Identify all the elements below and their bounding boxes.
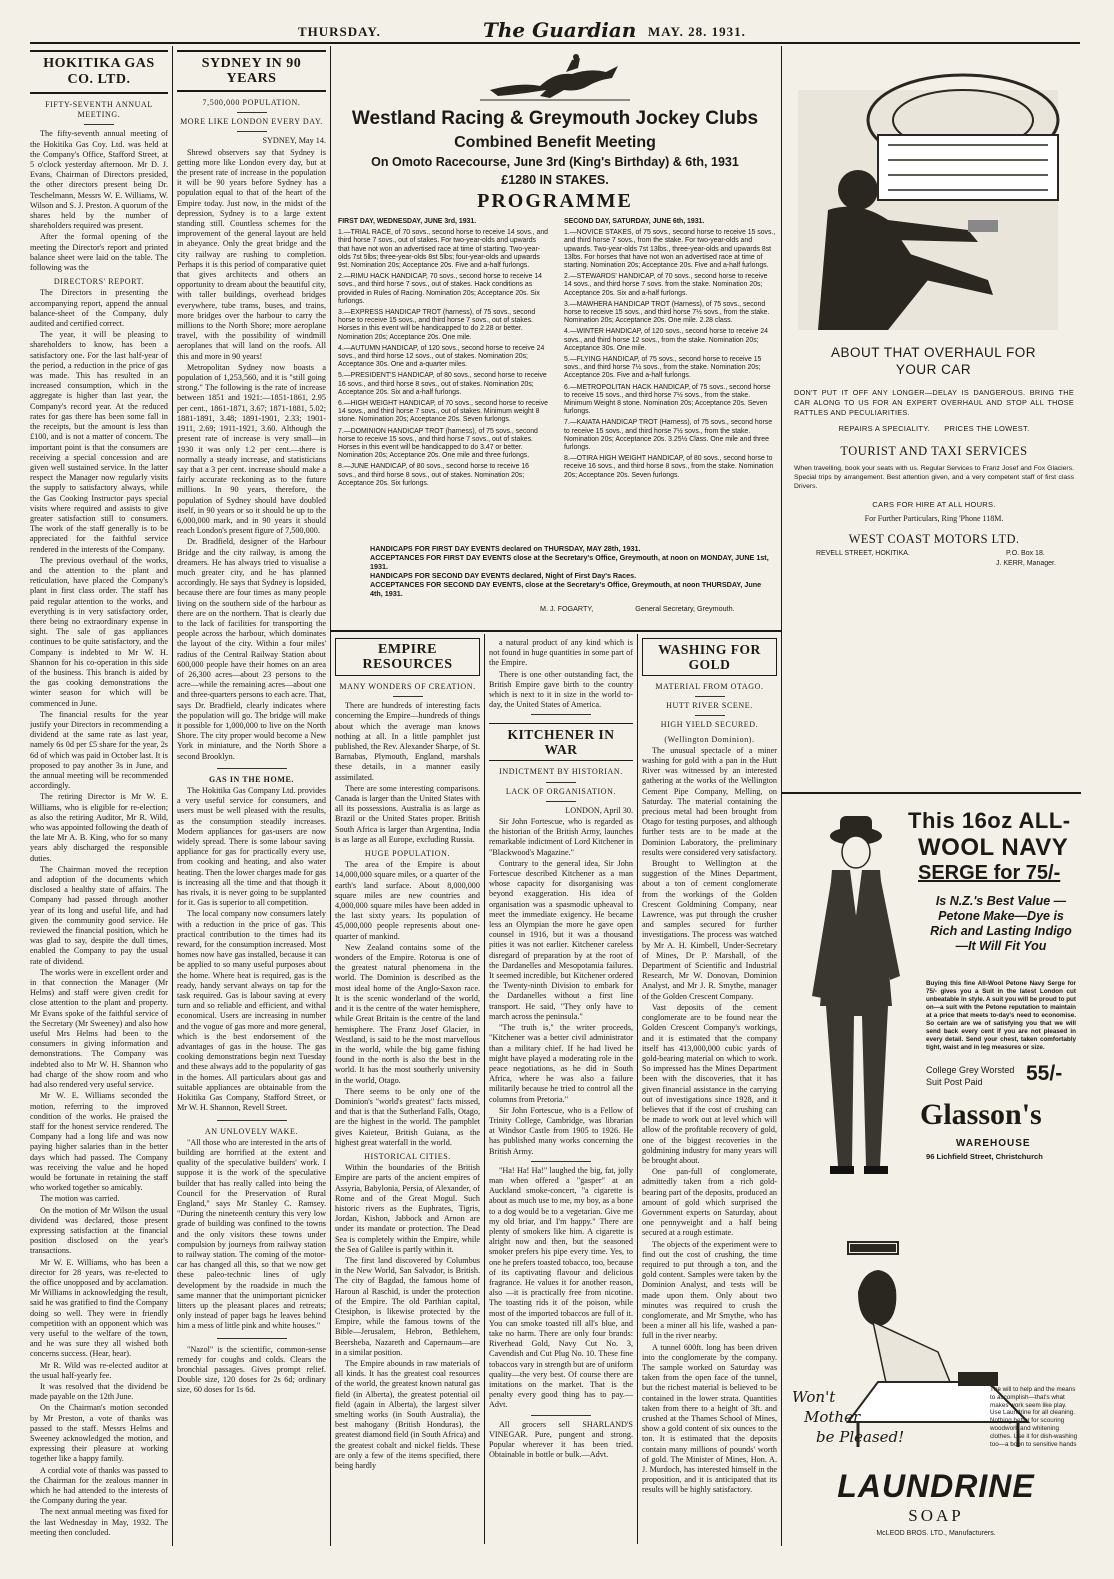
gas-paragraph: The financial results for the year justify your Directors in recommending a dividend at the same rate as last year, namely 6s 0d per £5 share for the year, 2s 6d of which was paid in October last. It is proposed to pay another 3s in June, and the annual meeting will be recommended accordingly. — [30, 709, 168, 791]
empire-paragraph: There seems to be only one of the Dominion's "world's greatest" facts missed, and that is that the Sutherland Falls, Otago, are the highest in the world. The pamphlet gives Kaieteur, British Guiana, as the highest great waterfall in the world. — [335, 1086, 480, 1147]
motors-text: When travelling, book your seats with us. Regular Services to Franz Josef and Fox Glaciers. Special trips by arrangement. Best attention given, and a very competent staff of first class Drivers. — [794, 465, 1074, 490]
gold-paragraph: Brought to Wellington at the suggestion of the Mines Department, about a ton of cement conglomerate from the workings of the Golden Crescent Goldmining Company, near Lawrence, was put through the crusher and samples secured for further investigations. The process was watched by Mr A. H. Kimbell, Under-Secretary of Mines, Dr P. Marshall, of the Department of Scientific and Industrial Research, Mr W. Donovan, Dominion Analyst, and Mr J. R. Smythe, manager of the Golden Crescent Company. — [642, 859, 777, 1001]
racing-signature — [370, 604, 770, 613]
gold-paragraph: Vast deposits of the cement conglomerate are to be found near the Golden Crescent Company's workings, and it is estimated that the company itself has 413,000,000 cubic yards of gold-bearing material on which to work. So impressed has the Mines Department been with the discoveries, that it has given financial assistance in the carrying out of investigations since 1928, and it believes that if the cost of crushing can be made to work out at level which will allow of the profitable recovery of gold, one of the biggest recoveries in the goldmining industry for many years will be brought about. — [642, 1002, 777, 1165]
glasson-price: 55/- — [1026, 1062, 1063, 1085]
motors-phone: For Further Particulars, Ring 'Phone 118M. — [864, 514, 1004, 523]
gold-article — [642, 638, 777, 1544]
nazol-advert: "Nazol" is the scientific, common-sense remedy for coughs and colds. Clears the bronchial passages. Gives prompt relief. Double size, 120 doses for 2s 6d; ordinary size, 60 doses for 1s 6d. — [177, 1344, 326, 1395]
divider — [237, 131, 267, 132]
column-rule — [781, 46, 782, 1546]
kitchener-paragraph: Contrary to the general idea, Sir John Fortescue described Kitchener as a man whose capacity for disorganising was beyond exaggeration. His idea of organisation was a spasmodic upheaval to meet the immediate exigency. He became less an Olympian the more he gave open counsel in 1916, but it was a thousand pities it was not earlier. Kitchener careless disregard of preparation by at the root of the Dardanelles and Mesopotamia failures. It seemed incredible, but Kitchener ordered the Twenty-ninth Division to embark for the Dardanelles without a first line transport. He said, "They only have to march across the peninsula." — [489, 858, 633, 1021]
laundrine-maker: McLEOD BROS. LTD., Manufacturers. — [876, 1530, 996, 1537]
race-event: 3.—EXPRESS HANDICAP TROT (harness), of 75 sovs., second horse to receive 15 sovs., and third horse 7 sovs., out of stakes. Horses in this event will be handicapped to do 2.28 or better. Nomination 20s; Acceptance 20s. One mile. — [338, 309, 536, 341]
wake-head: AN UNLOVELY WAKE. — [204, 1126, 299, 1136]
race-event: 2.—STEWARDS' HANDICAP, of 70 sovs., second horse to receive 14 sovs., and third horse 7 sovs. from the stake. Nomination 20s; Acceptance 20s. Six and a-half furlongs. — [564, 273, 768, 297]
gas-home-paragraph: The Hokitika Gas Company Ltd. provides a very useful service for consumers, and users must be well pleased with the results, as the consumption steadily increases. Modern appliances for gas-users are now widely spread. There is some labour saving appliance for gas for practically every use, from cooking and heating, and also water heating. Then the lower charges made for gas is increasing all the time and that though it has rivals, it is never going to be supplanted for it. Gas is superior to all competition. — [177, 786, 326, 908]
kitchener-paragraph: Sir John Fortescue, who is regarded as the historian of the British Army, launches remarkable indictment of Lord Kitchener in "Blackwood's Magazine." — [489, 817, 633, 857]
gold-paragraph: One pan-full of conglomerate, admittedly taken from a rich gold-bearing part of the deposits, produced an amount of gold which surprised the Government experts on Saturday, about one pennyweight and a half being secured at a rough estimate. — [642, 1167, 777, 1238]
motors-company: WEST COAST MOTORS LTD. — [848, 532, 1020, 546]
laundrine-script: be Pleased! — [816, 1428, 905, 1446]
kitchener-headline: KITCHENER IN WAR — [507, 727, 615, 758]
divider — [217, 1120, 287, 1121]
motors-text: DON'T PUT IT OFF ANY LONGER—DELAY IS DANGEROUS. BRING THE CAR ALONG TO US FOR AN EXPERT OVERHAUL AND STOP ALL THOSE RATTLES AND PECULIARITIES. — [794, 388, 1074, 417]
gold-subhead: MATERIAL FROM OTAGO. — [655, 682, 764, 691]
gas-report-head: DIRECTORS' REPORT. — [53, 277, 145, 287]
gas-paragraph: Mr W. E. Williams seconded the motion, referring to the improved condition of the works. He praised the staff for the honest service rendered. The Company had a long life and was now paying higher salaries than in the better days which had passed. The Company was receiving the value and he hoped would be fortunate in retaining the staff who worked together so amicably. — [30, 1091, 168, 1193]
sydney-subhead: 7,500,000 POPULATION. — [202, 98, 301, 107]
section-rule — [330, 630, 781, 632]
gas-paragraph: The previous overhaul of the works, and the attention to the plant and reticulation, have placed the Company's plant in first class order. The staff has paid regular attention to the works, and everything is in very satisfactory order, there being no extraordinary expense in sight. The sale of gas appliances continues to be quite satisfactory, and the Company is indebted to Mr W. H. Shannon for his co-operation in this side of the business. This branch is aided by the gas cooking demonstrations the winter season for which will be commenced in June. — [30, 555, 168, 708]
glasson-suit-offer: College Grey Worsted Suit Post Paid — [926, 1065, 1015, 1087]
divider — [237, 112, 267, 113]
race-event: 4.—AUTUMN HANDICAP, of 120 sovs., second horse to receive 24 sovs., and third horse 12 sovs., out of stakes. Nomination 20s; Acceptance 30s. One and a-quarter miles. — [338, 344, 545, 369]
divider — [84, 124, 114, 125]
glasson-warehouse: WAREHOUSE — [956, 1138, 1031, 1149]
race-event: 6.—METROPOLITAN HACK HANDICAP, of 75 sovs., second horse to receive 15 sovs., and third horse 7½ sovs., from the stake. Minimum Weight 8 stone. Nomination 20s; Acceptance 20s. Seven furlongs. — [564, 383, 771, 416]
glasson-line2: WOOL NAVY — [918, 834, 1069, 861]
gas-paragraph: The motion was carried. — [40, 1194, 120, 1204]
race-event: 1.—TRIAL RACE, of 70 sovs., second horse to receive 14 sovs., and third horse 7 sovs., out of stakes. For two-year-olds and upwards that have not won an advertised race at time of starting. Two-year-olds 7st 5lbs; three-year-olds 8st 5lbs; four-year-olds and upwards 9st. Nomination 20s; Acceptance 20s. Five and a-half furlongs. — [338, 229, 549, 270]
racing-notice: HANDICAPS FOR SECOND DAY EVENTS declared, Night of First Day's Races. — [370, 571, 637, 580]
divider — [217, 768, 287, 769]
gas-home-head: GAS IN THE HOME. — [208, 774, 295, 784]
empire-section-head: HISTORICAL CITIES. — [364, 1151, 451, 1161]
wake-paragraph: "All those who are interested in the arts of building are horrified at the extent and quality of the speculative builders' work. I suppose it is the work of the speculative builder that has really called into being the Council for the Preservation of Rural England," says Mr Stanley C. Ramsey. "During the nineteenth century this very low grade of building was confined to the towns and the only visitors these towns under compulsion by journeys from railway station to railway station. The coming of the motor-car has changed all this, so that we now get these paleo-technic lines of ugly development by the roadside in much the same manner that the unimportant picnicker litters up the pleasant places and retreats; only instead of paper bags he leaves behind him a mess of little pink and white houses." — [177, 1137, 326, 1331]
divider — [695, 715, 725, 716]
laundrine-side-text: The will to help and the means to accomplish—that's what makes work seem like play. Use Laundrine for all cleaning. Nothing better for scouring woodwork and whitening clothes. Use it for dish-washing too—a boon to sensitive hands — [990, 1386, 1078, 1448]
kitchener-dateline: LONDON, April 30. — [565, 805, 633, 815]
sydney-paragraph: Dr. Bradfield, designer of the Harbour Bridge and the city railway, is among the dreamers. He has always tried to visualise a much greater city, and he has planned accordingly. He says that Sydney is lopsided, because there are four times as many people living on the southern side of the harbour as there are on the northern. That is clearly due to the lack of facilities for transporting the people across the harbour, which dominates the layout of the city. Within a four miles' radius of the Central Railway Station about 600,000 people have their homes on an area of 26,300 acres—about 23 persons to the acre—while the remaining acres—about one and three-quarters persons to each acre. That, says Dr. Bradfield, clearly indicates where the population will go. The bridge will make it possible for 1,000,000 to live on the North Shore. The city proper would become a New York in miniature, and the North Shore a second Brooklyn. — [177, 537, 326, 761]
gas-paragraph: It was resolved that the dividend be made payable on the 12th June. — [30, 1381, 168, 1402]
race-event: 4.—WINTER HANDICAP, of 120 sovs., second horse to receive 24 sovs., and third horse 12 sovs., from the stake. Nomination 20s; Acceptance 30s. One mile. — [564, 328, 768, 352]
race-event: 7.—KAIATA HANDICAP TROT (Harness), of 75 sovs., second horse to receive 15 sovs., and third horse 7½ sovs., from the stake. Nomination 20s; Acceptance 20s. 3.25½ Class. One mile and three furlongs. — [564, 419, 773, 452]
second-day-heading: SECOND DAY, SATURDAY, JUNE 6th, 1931. — [564, 218, 705, 225]
empire-paragraph: The first land discovered by Columbus in the New World, San Salvador, is British. The city of Bagdad, the famous home of Haroun al Raschid, is under the protection of the Empire. The old Parthian capital, Ctesiphon, is likewise protected by the Empire, while the famous towns of the Bible—Jerusalem, Hebron, Bethlehem, Beersheba, Nazareth and Capernaum—are in a similar position. — [335, 1255, 480, 1357]
glasson-line1: This 16oz ALL- — [908, 808, 1071, 833]
divider — [531, 714, 591, 715]
racing-clubs: Westland Racing & Greymouth Jockey Clubs — [351, 108, 759, 129]
kitchener-subhead: LACK OF ORGANISATION. — [505, 786, 617, 796]
motors-headline: ABOUT THAT OVERHAUL FOR YOUR CAR — [830, 345, 1037, 377]
race-event: 5.—FLYING HANDICAP, of 75 sovs., second horse to receive 15 sovs., and third horse 7½ sovs., from the stake. Nomination 20s; Acceptance 20s. Five and a-half furlongs. — [564, 356, 762, 380]
gas-paragraph: The year, it will be pleasing to shareholders to know, has been a satisfactory one. For the last half-year of the period, a reduction in the price of gas was made. This has resulted in an increased consumption, which in the aggregate is higher than last year, the Company's record year. At the reduced rates for gas there has been some fall in the receipts, but the amount is less than £100, and is not a matter of concern. The important point is that the consumers are receiving a special concession and are given well sustained service. In the latter respect the Manager now regularly visits the supply to satisfactory always, while the Gas Cooking Instructor pays special visits where required and assists to give greater satisfaction still to consumers. The work of the staff generally is to be appreciated for the faithful service rendered in the interests of the Company. — [30, 330, 168, 554]
motors-box: P.O. Box 18. — [1006, 550, 1045, 557]
glasson-tagline: Is N.Z.'s Best Value —Petone Make—Dye is Rich and Lasting Indigo—It Will Fit You — [930, 894, 1072, 953]
glasson-advert — [786, 798, 1081, 1228]
masthead-date: MAY. 28. 1931. — [648, 24, 746, 39]
masthead-rule — [30, 42, 1080, 44]
racing-venue: On Omoto Racecourse, June 3rd (King's Birthday) & 6th, 1931 — [371, 155, 739, 169]
secretary-title: General Secretary, Greymouth. — [635, 604, 735, 613]
race-event: 2.—RIMU HACK HANDICAP, 70 sovs., second horse to receive 14 sovs., and third horse 7 sovs., out of stakes. Hack conditions as provided in Rules of Racing. Nomination 20s; Acceptance 20s. Six furlongs. — [338, 273, 542, 305]
racing-advert — [330, 50, 780, 627]
race-event: 3.—MAWHERA HANDICAP TROT (Harness), of 75 sovs., second horse to receive 15 sovs., and third horse 7½ sovs., from the stake. Nomination 20s; Acceptance 20s. One mile. 2.28 class. — [564, 300, 770, 325]
motors-address: REVELL STREET, HOKITIKA. — [816, 550, 910, 557]
man-in-suit-illustration — [788, 806, 918, 1186]
laundrine-script: Won't — [792, 1388, 836, 1406]
sydney-paragraph: Metropolitan Sydney now boasts a population of 1,253,560, and it is "still going strong." The following is the rate of increase between 1851 and 1921:—1851-1861, 2.95 per cent., 1861-1871, 3.67; 1871-1881, 5.02; 1881-1891, 3.48; 1891-1901, 2.33; 1901-1911, 2.69; 1911-1921, 3.60. Although the present rate of increase is very small—in 1930 it was only 1.2 per cent.—there is normally a steady increase, and statisticians say that a 3 per cent. increase should make a fairly accurate reckoning as to the future millions. In 90 years, therefore, the population of Sydney should have doubled itself, in 90 years or so it should be up to the 6,000,000 mark, and in 90 years it should reach London's present figure of 7,500,000. — [177, 362, 326, 536]
divider — [531, 1161, 591, 1162]
empire-paragraph: Within the boundaries of the British Empire are parts of the ancient empires of Assyria, Babylonia, Persia, of Alexander, of Rome and of the Great Mogul. Such historic rivers as the Euphrates, Tigris, Jordan, Kishon, Jabbock and Arnon are under its mandate or protection. The Dead Sea is completely within the Empire, while the Sea of Galilee is partly within it. — [335, 1163, 480, 1254]
racing-meeting: Combined Benefit Meeting — [454, 134, 656, 151]
empire-paragraph: a natural product of any kind which is not found in huge quantities in some part of the Empire. — [489, 638, 633, 668]
divider — [546, 801, 576, 802]
race-event: 6.—HIGH WEIGHT HANDICAP, of 70 sovs., second horse to receive 14 sovs., and third horse 7 sovs., out of stakes. Minimum weight 8 stone. Nomination 20s; Acceptance 20s. Seven furlongs. — [338, 400, 548, 424]
empire-subhead: MANY WONDERS OF CREATION. — [339, 682, 476, 691]
gold-source: (Wellington Dominion). — [664, 734, 755, 744]
empire-headline: EMPIRE RESOURCES — [362, 642, 453, 672]
secretary-name: M. J. FOGARTY, — [540, 604, 594, 613]
sydney-paragraph: Shrewd observers say that Sydney is getting more like London every day, but at the present rate of increase in the population it will be 90 years before Sydney has a population equal to that of the heart of the Empire today. Just now, in the midst of the depression, Sydney is to a large extent standing still. Countless schemes for the improvement of the general layout are held in abeyance. Only the great bridge and the city railway are rushing to completion. Perhaps it is this period of comparative quiet that gives architects and others an opportunity to dream about the beautiful city, with taller buildings, overhead bridges everywhere, tube trams, buses, and trains, more bridges over the harbour to carry the millions to the North Shore; more aeroplane travel, with the possibility of windmill aeroplanes that will land on the roofs. All this and more in 90 years! — [177, 147, 326, 361]
racing-notices — [370, 544, 770, 613]
first-day-events — [338, 229, 548, 488]
gas-paragraph: After the formal opening of the meeting the Director's report and printed balance sheet were laid on the table. The following was the — [30, 232, 168, 273]
racing-programme: PROGRAMME — [477, 190, 633, 212]
column-rule — [637, 634, 638, 1544]
racing-notice: HANDICAPS FOR FIRST DAY EVENTS declared on THURSDAY, MAY 28th, 1931. — [370, 544, 641, 553]
column-rule — [172, 46, 173, 1546]
gas-company-article — [30, 50, 168, 1540]
gas-paragraph: The next annual meeting was fixed for the last Wednesday in May, 1932. The meeting then concluded. — [30, 1507, 168, 1537]
divider — [695, 696, 725, 697]
race-event: 1.—NOVICE STAKES, of 75 sovs., second horse to receive 15 sovs., and third horse 7 sovs., from the stake. For two-year-olds and upwards. Two-year-olds 7st 13lbs., three-year-olds and upwards 8st 13lbs. For horses that have not won an advertised race at time of starting. Nomination 20s; Acceptance 20s. Five and a-half furlongs. — [564, 229, 776, 270]
race-event: 5.—PRESIDENT'S HANDICAP, of 80 sovs., second horse to receive 16 sovs., and third horse 8 sovs., out of stakes. Nomination 20s; Acceptance 20s. Six and a-half furlongs. — [338, 372, 547, 396]
gold-paragraph: A tunnel 600ft. long has been driven into the conglomerate by the company. The sample worked on Saturday was taken from the open face of the tunnel, but the richest material is believed to be contained in the lower strata. Quantities taken from there to a height of 3ft. and crushed at the Thames School of Mines, show a gold content of six ounces to the ton. It is estimated that the deposits contain many millions of pounds' worth of gold. The Minister of Mines, Hon. A. J. Murdoch, has interested himself in the proposition, and it is anticipated that its results will be highly satisfactory. — [642, 1342, 777, 1495]
sydney-headline: SYDNEY IN 90 YEARS — [201, 56, 302, 86]
gas-headline: HOKITIKA GAS CO. LTD. — [43, 56, 155, 87]
kitchener-paragraph: "The truth is," the writer proceeds, "Kitchener was a better civil administrator than a military chief. If he had lived he might have played a moderating role in the peace negotiations, as he did in South Africa, where he was also a failure militarily because he tried to control all the columns from Pretoria." — [489, 1023, 633, 1104]
first-day-heading: FIRST DAY, WEDNESDAY, JUNE 3rd, 1931. — [338, 218, 477, 225]
kitchener-paragraph: Sir John Fortescue, who is a Fellow of Trinity College, Cambridge, was librarian at Windsor Castle from 1905 to 1926. He has published many works concerning the British Army. — [489, 1105, 633, 1156]
laundrine-script: Mother — [804, 1408, 861, 1426]
gold-subhead: HUTT RIVER SCENE. — [666, 701, 753, 711]
motors-services: TOURIST AND TAXI SERVICES — [840, 444, 1028, 458]
glasson-body: Buying this fine All-Wool Petone Navy Serge for 75/- gives you a Suit in the latest London cut unbeatable in style. A suit you will be proud to put on—a suit with the Petone reputation to maintain at a price that meets to-day's need to economise. So certain are we of satisfying you that we will send back every cent if you are not pleased in every detail. Send your chest, taken comfortably tight, waist and in leg measures or size. — [926, 980, 1076, 1051]
first-day-programme — [338, 218, 548, 491]
kitchener-headline-box — [489, 723, 633, 761]
divider — [393, 696, 423, 697]
second-day-programme — [564, 218, 776, 483]
empire-section-head: HUGE POPULATION. — [364, 849, 451, 859]
racing-notice: ACCEPTANCES FOR SECOND DAY EVENTS, close at the Secretary's Office, Greymouth, at noon THURSDAY, June 4th, 1931. — [370, 580, 762, 598]
gas-paragraph: A cordial vote of thanks was passed to the Chairman for the zealous manner in which he had attended to the interests of the Company during the year. — [30, 1465, 168, 1506]
race-event: 8.—JUNE HANDICAP, of 80 sovs., second horse to receive 16 sovs., and third horse 8 sovs., out of stakes. Nomination 20s; Acceptance 20s. Six furlongs. — [338, 463, 529, 487]
empire-paragraph: The Empire abounds in raw materials of all kinds. It has the greatest coal resources of the world, the greatest known natural gas field (in Alberta), the greatest potential oil field (again in Alberta), the largest silver smelting works (in South Australia), the best mahogany (British Honduras), the greatest diamond field (in South Africa) and the greatest cobalt and nickel fields. These are only a few of the items specified, there being hardly — [335, 1359, 480, 1471]
masthead — [0, 0, 1114, 42]
tobacco-advert: "Ha! Ha! Ha!" laughed the big, fat, jolly man when offered a "gasper" at an Auckland smoke-concert, "a cigarette is about as much use to me, my boy, as a bone to a dog would be to a vegetarian. Give me my old briar, and I'm happy." There are plenty of smokers like him. A cigarette is alright now and then, but the seasoned smoker prefers his pipe every time. Yes, to one he prefers toasted tobacco, too, because of its captivating flavour and delicious fragrance. He values it for another reason, also —it is practically free from nicotine. The toasting rids it of the poison, while most of the imported tobaccos are full of it. You can smoke toasted till all's blue, and take no harm. There are only four brands: Riverhead Gold, Navy Cut No. 3, Cavendish and Cut Plug No. 10. These fine tobaccos vary in strength but are of uniform quality—the very best. Of course there are imitations on the market. That is the penalty every good thing has to pay.—Advt. — [489, 1165, 633, 1410]
gas-paragraph: On the Chairman's motion seconded by Mr Preston, a vote of thanks was passed to the staff. Messrs Helms and Sweeney acknowledged the motion, and expressing their pleasure at working together like a happy family. — [30, 1403, 168, 1464]
sydney-subhead: MORE LIKE LONDON EVERY DAY. — [180, 117, 323, 127]
glasson-address: 96 Lichfield Street, Christchurch — [926, 1152, 1043, 1161]
divider — [546, 782, 576, 783]
motors-manager: J. KERR, Manager. — [996, 560, 1056, 567]
gold-paragraph: The unusual spectacle of a miner washing for gold with a pan in the Hutt River was witnessed by an interested gathering at the works of the Wellington Cement Pipe Company, Melling, on Saturday. The material containing the precious metal had been brought from Otago for testing purposes, and although further tests are to be made at the Dominion Laboratory, the preliminary results were considered very satisfactory. — [642, 745, 777, 857]
empire-paragraph: New Zealand contains some of the wonders of the Empire. Rotorua is one of the greatest natural phenomena in the world. The Dominion is described as the most ideal home of the Anglo-Saxon race. It is the scenic wonderland of the world, and it is the centre of the water hemisphere, while Great Britain is the centre of the land hemisphere. The Franz Josef Glacier, in Westland, is said to be the most marvellous in the world, while the big game fishing found in the north is also the best in the world. It has the most southerly university in the world, Otago. — [335, 942, 480, 1085]
gold-headline-box — [642, 638, 777, 676]
gas-paragraph: Mr R. Wild was re-elected auditor at the usual half-yearly fee. — [30, 1360, 168, 1380]
kitchener-subhead: INDICTMENT BY HISTORIAN. — [499, 767, 623, 777]
racing-stakes: £1280 IN STAKES. — [501, 173, 609, 187]
sydney-headline-box — [177, 50, 326, 92]
gold-subhead: HIGH YIELD SECURED. — [660, 720, 759, 730]
empire-paragraph: There is one other outstanding fact, the British Empire gave birth to the country which is next to it in size in the world to-day, the United States of America. — [489, 669, 633, 710]
second-day-events — [564, 229, 776, 480]
gas-paragraph: Mr W. E. Williams, who has been a director for 28 years, was re-elected to the office unopposed and by acclamation. Mr Williams in acknowledging the result, said he was gratified to find the Company doing so well. They were in friendly competition with an opponent which was very useful to the welfare of the town, and he was sure they all wished both concerns success. (Hear, hear). — [30, 1257, 168, 1359]
gas-home-paragraph: The local company now consumers lately with a reduction in the price of gas. This practical contribution to the times had its reward, for the consumption increased. Most homes now have gas installed, because it can be applied to so many useful purposes about the home. Where heat is required, gas is the ready, handy servant always on tap for the task required. Gas is labour saving at every turn and so reliable and efficient, and withal economical. Users are increasing in number and the vogue of gas more and more general, which is the best endorsement of the advantages of gas in the house. The gas cooking demonstrations begin next Tuesday and these always add to the popularity of gas in the homes. All particulars about gas and suitable appliances are obtainable from the Hokitika Gas Company, Stafford Street, or Mr W. H. Shannon, Revell Street. — [177, 909, 326, 1113]
laundrine-brand: LAUNDRINE — [837, 1468, 1035, 1504]
divider — [217, 1338, 287, 1339]
gas-paragraph: The fifty-seventh annual meeting of the Hokitika Gas Coy. Ltd. was held at the Company's Office, Stafford Street, at 5 o'clock yesterday afternoon. Mr D. J. Evans, Chairman of Directors presided, the other directors present being Dr. Teschelmann, Messrs W. E. Williams, W. Wilson and S. J. Preston. A quorum of the shares held by the number of shareholders required was present. — [30, 129, 168, 231]
gas-paragraph: The Directors in presenting the accompanying report, append the annual balance-sheet of the Company, duly audited and certified correct. — [30, 288, 168, 329]
laundrine-soap: SOAP — [908, 1506, 964, 1525]
sydney-article — [177, 50, 326, 1540]
sydney-dateline: SYDNEY, May 14. — [262, 136, 326, 146]
glasson-line3: SERGE for 75/- — [918, 862, 1061, 884]
motor-mechanic-illustration — [788, 50, 1078, 350]
gas-paragraph: The Chairman moved the reception and adoption of the documents which disclosed a healthy state of affairs. The Company had passed through another year of its long and useful life, and had given the community good service. He reviewed the financial position, which he was glad to say, despite the dull times, enabled the Company to pay the usual rate of dividend. — [30, 864, 168, 966]
empire-paragraph: The area of the Empire is about 14,000,000 square miles, or a quarter of the earth's land surface. About 8,000,000 square miles are new countries and 4,000,000 square miles have been added in the last sixty years. Its population of 45,000,000 people represents about one-quarter of mankind. — [335, 860, 480, 941]
gas-paragraph: On the motion of Mr Wilson the usual dividend was declared, those present expressing satisfaction at the financial position disclosed on the year's transactions. — [30, 1205, 168, 1256]
vinegar-advert: All grocers sell SHARLAND'S VINEGAR. Pure, pungent and strong. Popular wherever it has been tried. Obtainable in bottle or bulk.—Advt. — [489, 1419, 633, 1460]
jockey-horse-illustration — [480, 52, 630, 104]
gas-paragraph: The works were in excellent order and in that connection the Manager (Mr Helms) and staff were given credit for close attention to the plant and property. Mr Evans spoke of the faithful service of the Secretary (Mr Sweeney) and also how useful Mrs Helms had been to the consumers in giving information and demonstrations. The Company was indebted also to Mr W. H. Shannon who had charge of the show room and who had also rendered very useful service. — [30, 967, 168, 1090]
motors-text: CARS FOR HIRE AT ALL HOURS. — [872, 500, 996, 509]
glasson-name: Glasson's — [920, 1098, 1042, 1131]
gas-paragraph: The retiring Director is Mr W. E. Williams, who is eligible for re-election; as also the retiring Auditor, Mr R. Wild, who was appointed following the death of the late Mr A. B. King, who for so many years ably discharged the responsible duties. — [30, 792, 168, 863]
divider — [531, 1415, 591, 1416]
race-event: 8.—OTIRA HIGH WEIGHT HANDICAP, of 80 sovs., second horse to receive 16 sovs., and third horse 8 sovs., from the stake. Nomination 20s; Acceptance 20s. Seven furlongs. — [564, 455, 774, 479]
masthead-day: THURSDAY. — [298, 24, 381, 39]
section-rule — [781, 792, 1081, 794]
empire-headline-box — [335, 638, 480, 676]
race-event: 7.—DOMINION HANDICAP TROT (harness), of 75 sovs., second horse to receive 15 sovs., and third horse 7 sovs., out of stakes. Horses in this event will be handicapped to do 3.47 or better. Nomination 20s; Acceptance 20s. One mile and three furlongs. — [338, 427, 538, 460]
gold-headline: WASHING FOR GOLD — [658, 642, 761, 672]
kitchener-column — [489, 638, 633, 1544]
motors-text: REPAIRS A SPECIALITY. PRICES THE LOWEST. — [838, 424, 1030, 433]
gold-paragraph: The objects of the experiment were to find out the cost of crushing, the time required to put through a ton, and the gold content. Samples were taken by the Dominion Analyst, and tests will be made upon them. Only about two minutes was required to crush the conglomerate, and Mr Smythe, who has been a miner all his life, washed a pan-full in the river nearby. — [642, 1239, 777, 1341]
empire-paragraph: There are some interesting comparisons. Canada is larger than the United States with all its possessions. Australia is as large as Brazil or the United States proper. British South Africa is larger than Argentina, India is as large as all Europe, excluding Russia. — [335, 783, 480, 844]
empire-article — [335, 638, 480, 1544]
motors-advert — [786, 48, 1081, 788]
gas-headline-box — [30, 50, 168, 94]
column-rule — [484, 634, 485, 1544]
masthead-title: The Guardian — [483, 18, 637, 42]
laundrine-advert — [786, 1232, 1081, 1546]
empire-paragraph: There are hundreds of interesting facts concerning the Empire—hundreds of things about which the average man knows nothing at all. In a little pamphlet just published, the Rev. Alexander Sharpe, of St. Barnabas, Plymouth, England, marshals these details, in a manner easily assimilated. — [335, 701, 480, 782]
racing-notice: ACCEPTANCES FOR FIRST DAY EVENTS close at the Secretary's Office, Greymouth, at noon on MONDAY, JUNE 1st, 1931. — [370, 553, 769, 571]
gas-subhead: FIFTY-SEVENTH ANNUAL MEETING. — [45, 100, 153, 120]
